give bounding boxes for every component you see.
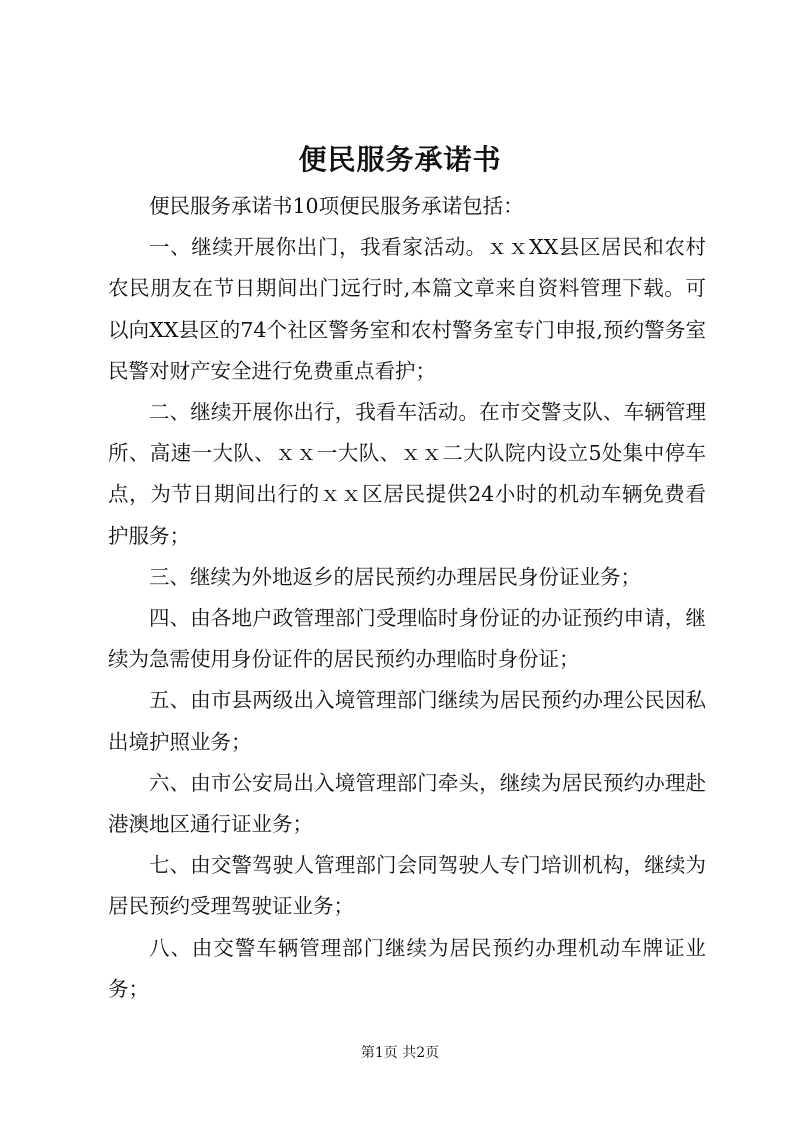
paragraph-item-7: 七、由交警驾驶人管理部门会同驾驶人专门培训机构，继续为居民预约受理驾驶证业务； [108, 853, 706, 919]
page-number-footer: 第1页 共2页 [360, 1045, 440, 1061]
paragraph-item-4: 四、由各地户政管理部门受理临时身份证的办证预约申请，继续为急需使用身份证件的居民预约办理临时身份证； [108, 606, 706, 672]
paragraph-item-1: 一、继续开展你出门，我看家活动。ｘｘXX县区居民和农村农民朋友在节日期间出门远行时,本篇文章来自资料管理下载。可以向XX县区的74个社区警务室和农村警务室专门申报,预约警务室民警对财产安全进行免费重点看护； [108, 235, 706, 383]
paragraph-item-5: 五、由市县两级出入境管理部门继续为居民预约办理公民因私出境护照业务； [108, 688, 706, 754]
paragraph-item-6: 六、由市公安局出入境管理部门牵头，继续为居民预约办理赴港澳地区通行证业务； [108, 770, 706, 837]
document-title: 便民服务承诺书 [298, 143, 502, 176]
paragraph-intro: 便民服务承诺书10项便民服务承诺包括： [149, 194, 524, 218]
paragraph-item-8: 八、由交警车辆管理部门继续为居民预约办理机动车牌证业务； [108, 935, 706, 1001]
document-body [108, 186, 706, 1010]
paragraph-item-3: 三、继续为外地返乡的居民预约办理居民身份证业务； [149, 564, 641, 589]
paragraph-item-2: 二、继续开展你出行，我看车活动。在市交警支队、车辆管理所、高速一大队、ｘｘ一大队、ｘｘ二大队院内设立5处集中停车点，为节日期间出行的ｘｘ区居民提供24小时的机动车辆免费看护服务； [108, 400, 706, 548]
